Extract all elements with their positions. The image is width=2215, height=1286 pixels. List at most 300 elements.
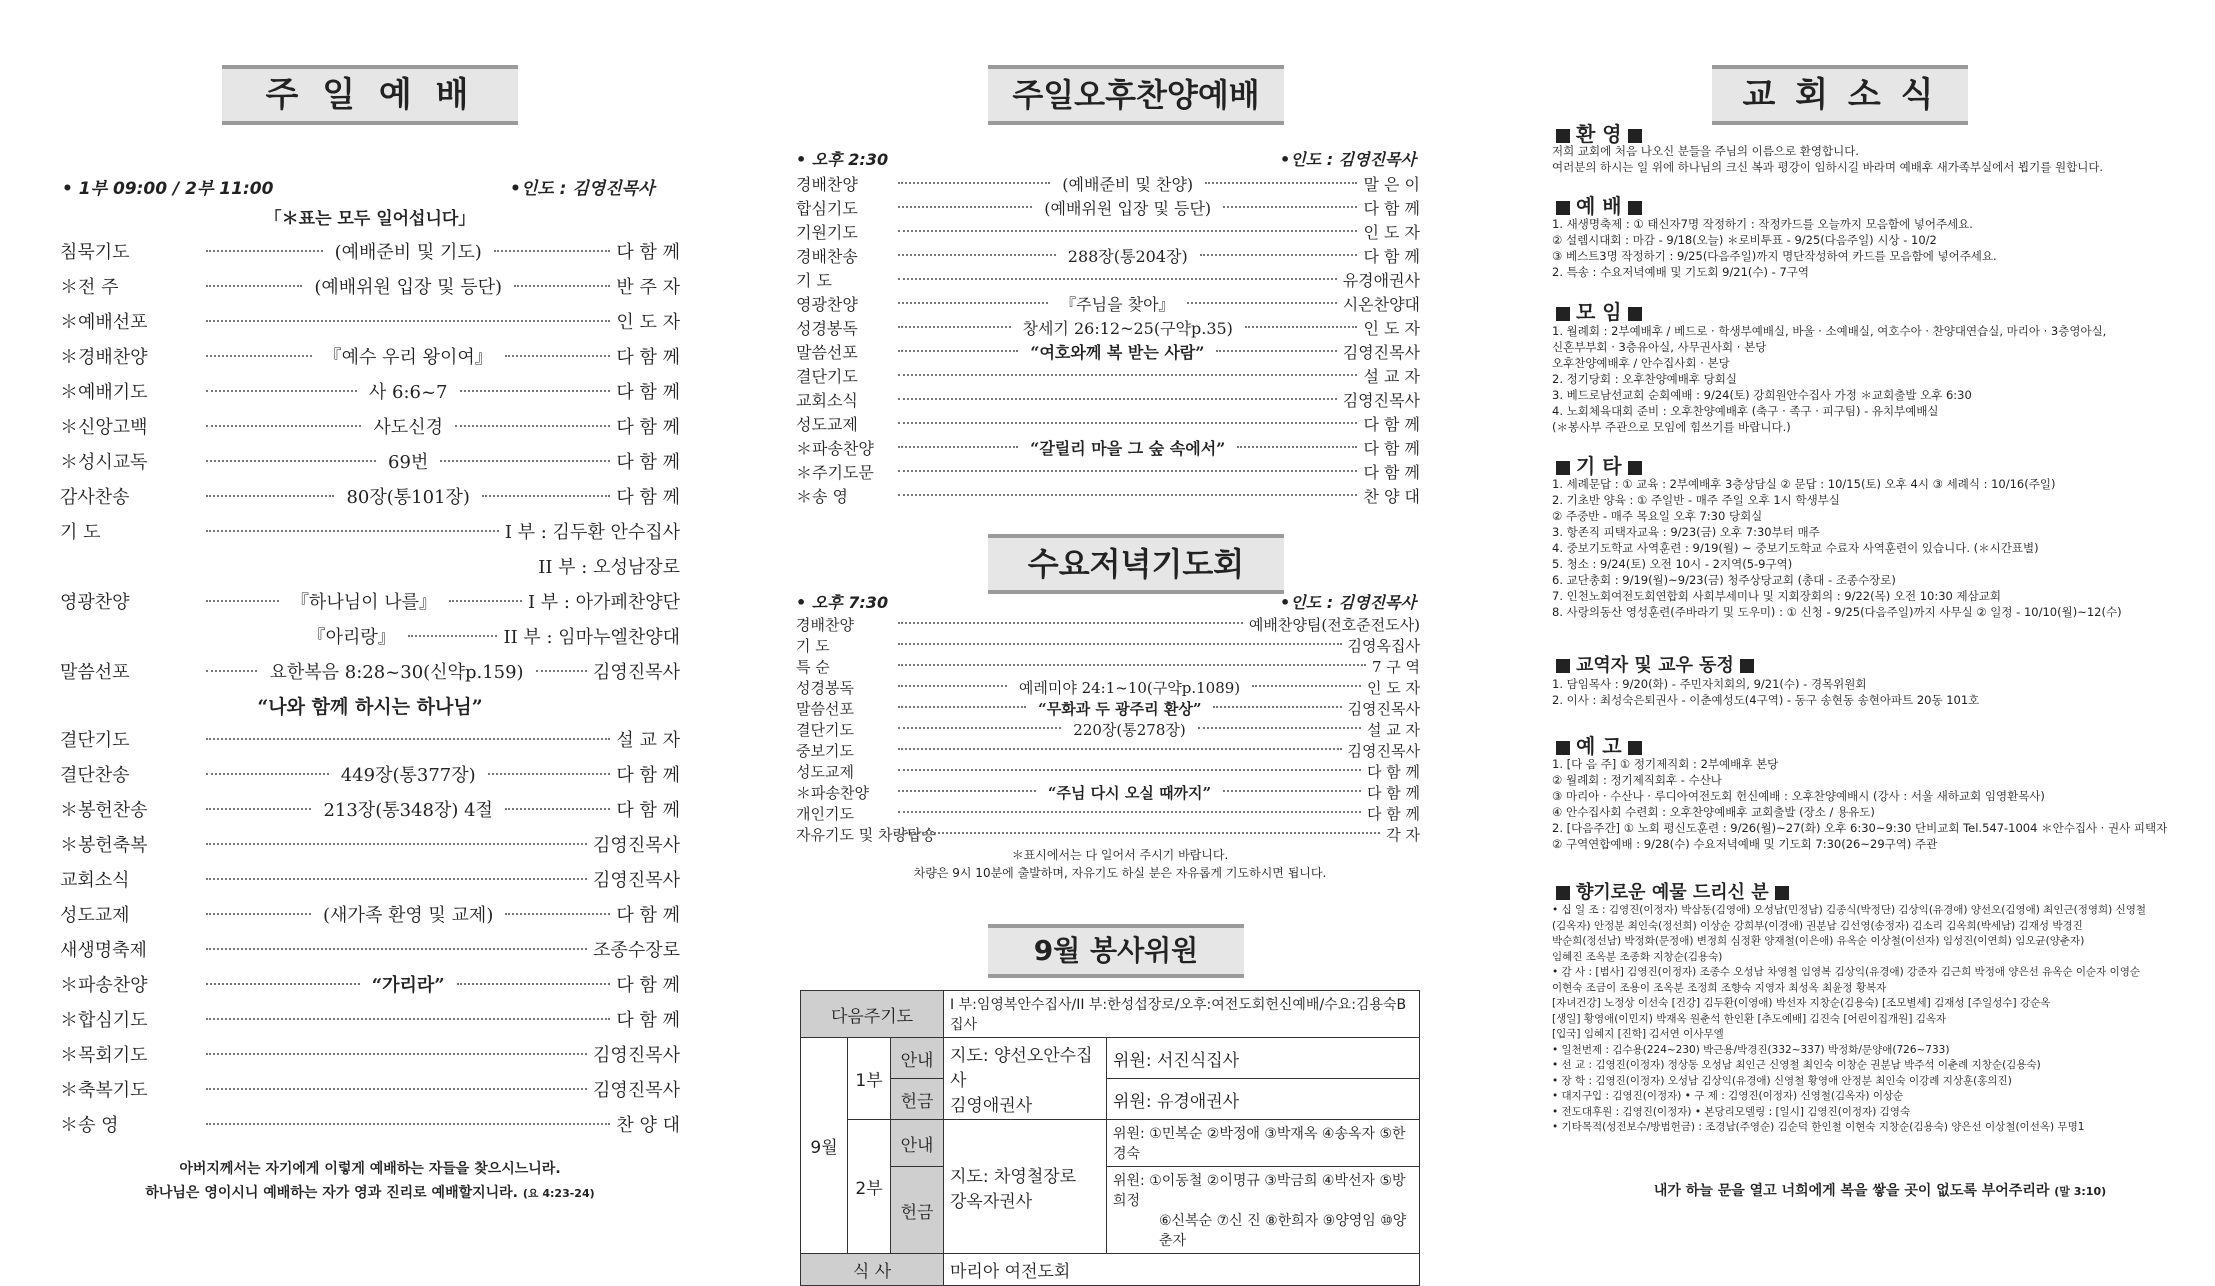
dotted-leader	[1200, 254, 1358, 256]
order-row	[796, 782, 1420, 803]
sunday-time: • 1부 09:00 / 2부 11:00	[62, 179, 274, 199]
news-line: 1. 담임목사 : 9/20(화) - 주민자치회의, 9/21(수) - 경목위원회	[1552, 677, 1867, 691]
order-content: 449장(통377장)	[340, 765, 476, 786]
dotted-leader	[505, 913, 610, 915]
dotted-leader	[206, 1088, 587, 1090]
order-label: 경배찬송	[796, 247, 858, 266]
next-prayer-value: I 부:임영복안수집사/II 부:한성섭장로/오후:여전도회헌신예배/수요:김용숙B집사	[944, 991, 1420, 1038]
order-label: 침묵기도	[60, 242, 130, 263]
square-bullet-icon	[1775, 886, 1789, 900]
order-person: 다 함 께	[616, 452, 680, 473]
order-label: 성경봉독	[796, 679, 854, 697]
dotted-leader	[206, 773, 329, 775]
news-line: 저희 교회에 처음 나오신 분들을 주님의 이름으로 환영합니다.	[1552, 144, 1859, 158]
meal-value: 마리아 여전도회	[944, 1254, 1420, 1286]
order-person: 김영진목사	[1347, 742, 1420, 760]
dotted-leader	[494, 250, 611, 252]
dotted-leader	[408, 635, 498, 637]
order-row	[796, 656, 1420, 677]
order-label: 기원기도	[796, 223, 858, 242]
order-content: 『하나님이 나를』	[290, 592, 437, 613]
part1-cell: 1부	[848, 1038, 891, 1120]
worship-heading	[1550, 190, 1648, 219]
dotted-leader	[898, 832, 1380, 834]
order-content: (예배위원 입장 및 등단)	[314, 277, 503, 298]
order-label: 개인기도	[796, 805, 854, 823]
order-person: 찬 양 대	[616, 1115, 680, 1136]
volunteers-title: 9월 봉사위원	[988, 924, 1244, 978]
dotted-leader	[457, 983, 611, 985]
order-row	[60, 518, 680, 544]
news-verse-ref: (말 3:10)	[2054, 1185, 2107, 1198]
order-label: ＊성시교독	[60, 452, 148, 473]
dotted-leader	[206, 948, 587, 950]
order-content: (예배준비 및 찬양)	[1062, 175, 1194, 194]
order-label: 결단찬송	[60, 765, 130, 786]
news-line: [자녀건강] 노정상 이선숙 [건강] 김두환(이영애) 박선자 지창순(김용숙) [조모별세] 김재성 [주일성수] 강순옥	[1552, 997, 2051, 1009]
order-label: 감사찬송	[60, 487, 130, 508]
dotted-leader	[206, 878, 587, 880]
news-line: • 일천번제 : 김수용(224~230) 박근용/박경진(332~337) 박정화/문양애(726~733)	[1552, 1043, 1950, 1056]
order-person: 다 함 께	[616, 417, 681, 438]
dotted-leader	[206, 983, 360, 985]
order-label: ＊목회기도	[60, 1045, 148, 1066]
dotted-leader	[206, 1018, 610, 1020]
order-row	[796, 824, 1420, 845]
sunday-verse-2-text: 하나님은 영이시니 예배하는 자가 영과 진리로 예배할지니라.	[145, 1185, 519, 1201]
order-label: ＊파송찬양	[796, 439, 874, 458]
order-label: ＊송 영	[796, 487, 848, 506]
news-line: 여러분의 하시는 일 위에 하나님의 크신 복과 평강이 임하시길 바라며 예배후 새가족부실에서 뵙기를 원합니다.	[1552, 160, 2104, 174]
order-person: 반 주 자	[616, 277, 680, 298]
dotted-leader	[1252, 685, 1361, 687]
order-row	[60, 866, 680, 892]
order-content: “주님 다시 오실 때까지”	[1047, 784, 1212, 802]
worship-heading-text: 예 배	[1576, 194, 1622, 218]
part1-leader: 지도: 양선오안수집사 김영애권사	[944, 1038, 1107, 1120]
news-line: [생일] 황영애(이민지) 박재옥 원춘석 한인환 [추도예배] 김진숙 [어린이집개원] 김옥자	[1552, 1012, 1947, 1025]
wednesday-time: • 오후 7:30	[796, 593, 889, 612]
order-label: ＊봉헌축복	[60, 835, 148, 856]
order-row	[796, 484, 1420, 507]
dotted-leader	[898, 790, 1036, 792]
dotted-leader	[1187, 302, 1337, 304]
order-row	[796, 761, 1420, 782]
order-content: (예배준비 및 기도)	[334, 242, 482, 263]
order-person: 김영옥집사	[1347, 637, 1420, 655]
order-person: 다 함 께	[1363, 247, 1421, 266]
meeting-heading	[1550, 296, 1648, 325]
dotted-leader	[898, 470, 1357, 472]
etc-heading	[1550, 450, 1648, 479]
order-content: “여호와께 복 받는 사람”	[1030, 343, 1205, 362]
staff-text	[1552, 676, 1979, 708]
order-person: 다 함 께	[616, 800, 680, 821]
sunday-sermon-title: “나와 함께 하시는 하나님”	[257, 696, 483, 718]
sunday-leader: •인도 : 김영진목사	[510, 179, 655, 199]
order-row	[796, 719, 1420, 740]
order-person: 김영진목사	[593, 870, 680, 891]
afternoon-title: 주일오후찬양예배	[988, 65, 1284, 125]
news-line: 7. 인천노회여전도회연합회 사회부세미나 및 지회장회의 : 9/22(목) 오전 10:30 제삼교회	[1552, 589, 2001, 603]
dotted-leader	[898, 494, 1357, 496]
dotted-leader	[898, 769, 1361, 771]
order-label: 말씀선포	[60, 662, 130, 683]
order-content: 예레미야 24:1~10(구약p.1089)	[1018, 679, 1241, 697]
dotted-leader	[898, 398, 1337, 400]
order-row	[796, 220, 1420, 243]
order-person: 조종수장로	[593, 940, 680, 961]
part2-leader: 지도: 차영철장로 강옥자권사	[944, 1120, 1107, 1254]
news-line: • 십 일 조 : 김영진(이정자) 박삼동(김영애) 오성남(민정남) 김종식(박정단) 김상익(유경애) 양선오(김영애) 최인근(정영희) 신영철	[1552, 904, 2146, 916]
dotted-leader	[482, 495, 610, 497]
dotted-leader	[1205, 182, 1357, 184]
order-label: 경배찬양	[796, 175, 858, 194]
order-person: 다 함 께	[616, 487, 680, 508]
staff-heading	[1550, 651, 1760, 677]
dotted-leader	[898, 350, 1018, 352]
dotted-leader	[206, 670, 257, 672]
news-verse	[1560, 1180, 2200, 1200]
news-line: ③ 마리아 · 수산나 · 루디아여전도회 헌신예배 : 오후찬양예배시 (강사 : 서울 새하교회 임영환목사)	[1552, 789, 2045, 803]
welcome-text	[1552, 143, 2103, 175]
dotted-leader	[206, 320, 610, 322]
dotted-leader	[206, 738, 610, 740]
order-row	[60, 761, 680, 787]
order-label: 합심기도	[796, 199, 858, 218]
order-row	[60, 971, 680, 997]
order-row	[60, 448, 680, 474]
dotted-leader	[206, 460, 376, 462]
order-row	[60, 726, 680, 752]
order-person: 인 도 자	[1366, 679, 1420, 697]
sunday-verse-2	[80, 1182, 660, 1202]
dotted-leader	[449, 600, 522, 602]
meeting-text	[1552, 323, 2106, 435]
wednesday-leader: •인도 : 김영진목사	[1280, 593, 1416, 612]
order-label: 자유기도 및 차량탑승	[796, 826, 936, 844]
offering-heading-text: 향기로운 예물 드리신 분	[1576, 882, 1769, 903]
order-row	[60, 553, 680, 579]
meal-label: 식 사	[801, 1254, 944, 1286]
order-person: 설 교 자	[1367, 721, 1421, 739]
part1-guide-label: 안내	[891, 1038, 944, 1079]
order-row	[796, 268, 1420, 291]
order-row	[796, 635, 1420, 656]
order-person: 설 교 자	[616, 730, 680, 751]
order-row	[60, 378, 680, 404]
news-line: 1. [다 음 주] ① 정기제직회 : 2부예배후 본당	[1552, 757, 1779, 771]
square-bullet-icon	[1740, 659, 1754, 673]
order-content: “무화과 두 광주리 환상”	[1038, 700, 1202, 718]
dotted-leader	[1223, 206, 1357, 208]
order-label: 결단기도	[60, 730, 130, 751]
order-person: II 부 : 임마누엘찬양대	[503, 627, 681, 648]
dotted-leader	[898, 685, 1007, 687]
order-label: ＊봉헌찬송	[60, 800, 148, 821]
order-label: 영광찬양	[60, 592, 130, 613]
order-row	[60, 623, 680, 649]
dotted-leader	[898, 206, 1032, 208]
dotted-leader	[898, 446, 1018, 448]
order-row	[60, 901, 680, 927]
wednesday-note-1: ＊표시에서는 다 일어서 주시기 바랍니다.	[1011, 848, 1229, 862]
part2-offering-members	[1107, 1167, 1420, 1254]
dotted-leader	[505, 808, 610, 810]
dotted-leader	[1223, 790, 1361, 792]
etc-text	[1552, 476, 2122, 620]
order-row	[60, 1111, 680, 1137]
order-label: 성도교제	[796, 415, 858, 434]
order-person: 김영진목사	[1342, 391, 1420, 410]
order-person: 7 구 역	[1371, 658, 1420, 676]
order-person: 김영진목사	[1342, 343, 1421, 362]
order-content: 69번	[388, 452, 429, 473]
news-line: ② 설렘시대회 : 마감 - 9/18(오늘) ＊로비투표 - 9/25(다음주일) 시상 - 10/2	[1552, 233, 1937, 247]
dotted-leader	[1245, 326, 1358, 328]
order-person: 인 도 자	[1363, 319, 1420, 338]
order-label: 새생명축제	[60, 940, 147, 961]
square-bullet-icon	[1556, 659, 1570, 673]
order-person: 예배찬양팀(전호준전도사)	[1248, 616, 1420, 634]
dotted-leader	[206, 913, 311, 915]
order-person: 다 함 께	[616, 347, 680, 368]
afternoon-leader: •인도 : 김영진목사	[1280, 150, 1416, 169]
news-line: [입국] 임혜지 [진학] 김서연 이사무엘	[1552, 1028, 1724, 1040]
news-line: • 선 교 : 김영진(이정자) 정상동 오성남 최인근 신영철 최인숙 이창순 권분남 박주석 이춘례 지창순(김용숙)	[1552, 1059, 2041, 1071]
news-line: ③ 베스트3명 작정하기 : 9/25(다음주일)까지 명단작성하여 카드를 모음함에 넣어주세요.	[1552, 249, 1997, 263]
order-person: II 부 : 오성남장로	[538, 557, 680, 578]
dotted-leader	[898, 664, 1366, 666]
order-row	[60, 238, 680, 264]
staff-heading-text: 교역자 및 교우 동정	[1576, 655, 1734, 676]
order-person: 다 함 께	[1366, 763, 1420, 781]
order-row	[60, 273, 680, 299]
dotted-leader	[1198, 727, 1361, 729]
order-row	[60, 796, 680, 822]
order-label: ＊예배선포	[60, 312, 148, 333]
order-label: 교회소식	[796, 391, 858, 410]
part2-guide-members: 위원: ①민복순 ②박정애 ③박재옥 ④송옥자 ⑤한경숙	[1107, 1120, 1420, 1167]
order-row	[796, 340, 1420, 363]
order-person: 다 함 께	[616, 382, 681, 403]
order-row	[60, 936, 680, 962]
news-line: 8. 사랑의동산 영성훈련(주바라기 및 도우미) : ① 신청 - 9/25(다음주일)까지 사무실 ② 일정 - 10/10(월)~12(수)	[1552, 605, 2122, 619]
news-line: • 장 학 : 김영진(이정자) 오성남 김상익(유경애) 신영철 황영애 안정분 최인숙 이강례 지상훈(홍의진)	[1552, 1074, 2012, 1087]
order-content: 『주님을 찾아』	[1060, 295, 1175, 314]
dotted-leader	[206, 355, 312, 357]
order-label: ＊파송찬양	[796, 784, 869, 802]
dotted-leader	[206, 1053, 587, 1055]
order-row	[796, 677, 1420, 698]
order-label: ＊신앙고백	[60, 417, 148, 438]
dotted-leader	[898, 422, 1357, 424]
order-row	[796, 436, 1420, 459]
order-person: 각 자	[1386, 826, 1420, 844]
part2-offering-line-1: 위원: ①이동철 ②이명규 ③박금희 ④박선자 ⑤방희정	[1113, 1173, 1406, 1209]
afternoon-time: • 오후 2:30	[796, 150, 889, 169]
order-label: 성경봉독	[796, 319, 858, 338]
square-bullet-icon	[1556, 741, 1570, 755]
news-line: 4. 중보기도학교 사역훈련 : 9/19(월) ~ 중보기도학교 수료자 사역훈련이 있습니다. (＊시간표별)	[1552, 541, 2039, 555]
notice-heading	[1550, 730, 1648, 759]
order-person: 다 함 께	[1363, 439, 1421, 458]
sunday-verse-1: 아버지께서는 자기에게 이렇게 예배하는 자들을 찾으시느니라.	[179, 1161, 561, 1177]
dotted-leader	[1237, 446, 1357, 448]
news-line: 4. 노회체육대회 준비 : 오후찬양예배후 (축구 · 족구 · 피구팀) - 유치부예배실	[1552, 404, 1939, 418]
part1-offering-label: 헌금	[891, 1079, 944, 1120]
order-label: 교회소식	[60, 870, 130, 891]
order-content: 213장(통348장) 4절	[323, 800, 493, 821]
dotted-leader	[898, 326, 1011, 328]
order-label: 결단기도	[796, 721, 854, 739]
order-person: 다 함 께	[616, 905, 680, 926]
dotted-leader	[206, 250, 323, 252]
order-content: 사도신경	[373, 417, 443, 438]
order-content: 사 6:6~7	[368, 382, 448, 403]
dotted-leader	[505, 355, 611, 357]
square-bullet-icon	[1556, 886, 1570, 900]
part2-guide-label: 안내	[891, 1120, 944, 1167]
order-label: 중보기도	[796, 742, 854, 760]
order-content: 220장(통278장)	[1073, 721, 1186, 739]
order-row	[796, 244, 1420, 267]
order-label: 말씀선포	[796, 343, 858, 362]
order-row	[796, 460, 1420, 483]
news-line: • 감 사 : [범사] 김영진(이정자) 조종수 오성남 차영철 임영복 김상익(유경애) 강준자 김근희 박정애 양은선 유옥순 이순자 이영순	[1552, 966, 2141, 978]
square-bullet-icon	[1556, 307, 1570, 321]
etc-heading-text: 기 타	[1576, 454, 1622, 478]
sunday-notice: 「＊표는 모두 일어섭니다」	[264, 209, 476, 229]
order-person: 시온찬양대	[1342, 295, 1420, 314]
order-person: 김영진목사	[593, 1080, 680, 1101]
dotted-leader	[206, 425, 361, 427]
order-row	[796, 803, 1420, 824]
notice-text	[1552, 756, 2167, 852]
order-label: ＊파송찬양	[60, 975, 148, 996]
order-row	[796, 412, 1420, 435]
volunteer-table	[800, 990, 1420, 1286]
dotted-leader	[488, 773, 611, 775]
news-line: 6. 교단총회 : 9/19(월)~9/23(금) 청주상당교회 (총대 - 조종수장로)	[1552, 573, 1896, 587]
news-line: 2. 기초반 양육 : ① 주일반 - 매주 주일 오후 1시 학생부실	[1552, 493, 1840, 507]
order-row	[60, 1006, 680, 1032]
dotted-leader	[898, 254, 1056, 256]
part1-offering-members: 위원: 유경애권사	[1107, 1079, 1420, 1120]
dotted-leader	[206, 808, 311, 810]
square-bullet-icon	[1556, 461, 1570, 475]
part2-offering-line-2: ⑥신복순 ⑦신 진 ⑧한희자 ⑨양영임 ⑩양춘자	[1159, 1213, 1407, 1249]
afternoon-column	[780, 0, 1450, 1282]
dotted-leader	[898, 230, 1357, 232]
order-person: 김영진목사	[1347, 700, 1421, 718]
news-line: ② 구역연합예배 : 9/28(수) 수요저녁예배 및 기도회 7:30(26~29구역) 주관	[1552, 837, 1938, 851]
welcome-heading-text: 환 영	[1576, 122, 1622, 146]
news-line: (＊봉사부 주관으로 모임에 힘쓰기를 바랍니다.)	[1552, 420, 1791, 434]
dotted-leader	[1216, 350, 1336, 352]
order-person: 다 함 께	[1367, 784, 1421, 802]
order-content: (예배위원 입장 및 등단)	[1044, 199, 1212, 218]
dotted-leader	[206, 600, 279, 602]
order-row	[60, 588, 680, 614]
dotted-leader	[206, 390, 357, 392]
square-bullet-icon	[1628, 741, 1642, 755]
dotted-leader	[536, 670, 587, 672]
order-row	[796, 196, 1420, 219]
dotted-leader	[898, 706, 1026, 708]
order-content: “갈릴리 마을 그 숲 속에서”	[1030, 439, 1226, 458]
order-person: 다 함 께	[616, 765, 680, 786]
order-person: 김영진목사	[593, 1045, 680, 1066]
dotted-leader	[898, 727, 1061, 729]
order-person: 설 교 자	[1363, 367, 1420, 386]
dotted-leader	[1213, 706, 1341, 708]
wednesday-note-2: 차량은 9시 10분에 출발하며, 자유기도 하실 분은 자유롭게 기도하시면 됩니다.	[913, 866, 1327, 880]
notice-heading-text: 예 고	[1576, 734, 1622, 758]
dotted-leader	[898, 182, 1050, 184]
news-title: 교 회 소 식	[1712, 65, 1968, 125]
news-line: ④ 안수집사회 수련회 : 오후찬양예배후 교회출발 (장소 / 용유도)	[1552, 805, 1875, 819]
order-content: 요한복음 8:28~30(신약p.159)	[269, 662, 524, 683]
news-line: 이현숙 조금이 조용이 조옥분 조정희 조향숙 지영자 최성옥 최윤정 황복자	[1552, 981, 1887, 994]
order-person: 다 함 께	[1366, 805, 1420, 823]
month-cell: 9월	[801, 1038, 848, 1254]
dotted-leader	[898, 748, 1342, 750]
order-person: 다 함 께	[616, 1010, 680, 1031]
order-person: 다 함 께	[1363, 199, 1420, 218]
dotted-leader	[898, 302, 1048, 304]
news-line: 3. 항존직 피택자교육 : 9/23(금) 오후 7:30부터 매주	[1552, 525, 1820, 539]
part1-guide-members: 위원: 서진식집사	[1107, 1038, 1420, 1079]
news-line: ② 주중반 - 매주 목요일 오후 7:30 당회실	[1552, 509, 1763, 523]
order-row	[796, 364, 1420, 387]
news-line: 1. 새생명축제 : ① 태신자7명 작정하기 : 작정카드를 오늘까지 모음함에 넣어주세요.	[1552, 217, 1973, 231]
order-person: I 부 : 김두환 안수집사	[504, 522, 680, 543]
dotted-leader	[455, 425, 610, 427]
news-line: • 기타목적(성전보수/방범헌금) : 조경남(주영순) 김순덕 한인철 이현숙 지창순(김용숙) 양은선 이상철(이선옥) 무명1	[1552, 1121, 2085, 1133]
news-line: 2. 특송 : 수요저녁예배 및 기도회 9/21(수) - 7구역	[1552, 265, 1809, 279]
order-label: ＊합심기도	[60, 1010, 148, 1031]
order-person: 다 함 께	[1363, 415, 1420, 434]
next-prayer-label: 다음주기도	[801, 991, 944, 1038]
order-label: ＊전 주	[60, 277, 119, 298]
order-label: 기 도	[60, 522, 101, 543]
order-person: 찬 양 대	[1363, 487, 1420, 506]
order-person: 다 함 께	[616, 242, 681, 263]
order-person: 유경애권사	[1342, 271, 1420, 290]
order-person: 말 은 이	[1363, 175, 1420, 194]
order-content: (새가족 환영 및 교제)	[323, 905, 494, 926]
order-label: 특 순	[796, 658, 830, 676]
dotted-leader	[898, 374, 1357, 376]
order-row	[60, 1076, 680, 1102]
order-person: 인 도 자	[616, 312, 680, 333]
order-label: 말씀선포	[796, 700, 854, 718]
news-line: • 전도대후원 : 김영진(이정자) • 본당리모델링 : [일시] 김영진(이정자) 김영숙	[1552, 1105, 1911, 1118]
worship-text	[1552, 216, 1997, 280]
dotted-leader	[206, 843, 587, 845]
offering-text	[1552, 903, 2146, 1136]
order-content: 『아리랑』	[307, 627, 396, 648]
order-content: 288장(통204장)	[1067, 247, 1188, 266]
dotted-leader	[206, 285, 302, 287]
dotted-leader	[898, 622, 1243, 624]
dotted-leader	[514, 285, 610, 287]
dotted-leader	[898, 278, 1337, 280]
order-row	[60, 658, 680, 684]
order-label: ＊주기도문	[796, 463, 874, 482]
order-content: 80장(통101장)	[346, 487, 470, 508]
